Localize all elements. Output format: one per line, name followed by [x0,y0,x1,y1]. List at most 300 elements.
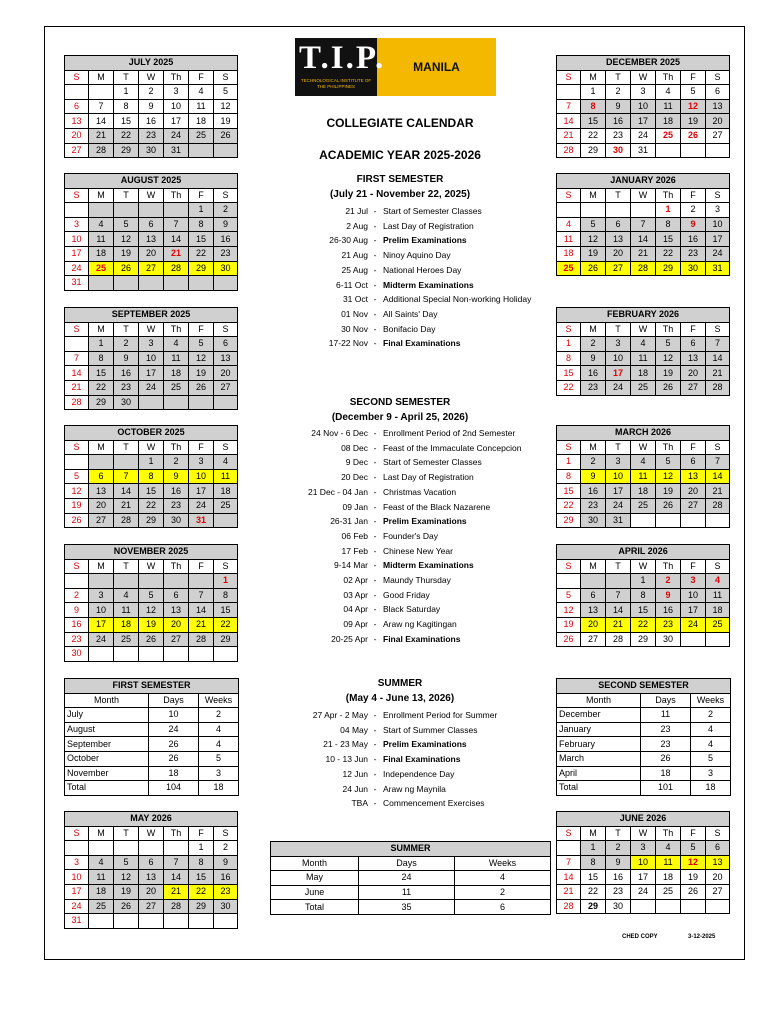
day-cell: 26 [214,128,238,143]
day-cell: 17 [65,246,89,261]
day-cell: 11 [631,351,656,366]
day-cell: 22 [581,884,606,899]
day-cell: 8 [189,217,214,232]
event-separator: - [373,308,377,319]
day-header: F [681,322,706,337]
calendar-event [250,278,550,293]
day-cell [89,203,114,218]
day-cell: 30 [65,647,89,662]
day-cell [114,276,139,291]
day-cell: 7 [164,217,189,232]
day-cell: 14 [706,469,730,484]
day-cell: 19 [557,617,581,632]
day-cell: 21 [557,884,581,899]
event-date: TBA [351,798,368,809]
event-separator: - [373,783,377,794]
day-cell: 17 [65,884,89,899]
day-cell: 11 [557,232,581,247]
day-cell: 19 [139,617,164,632]
day-cell: 2 [581,337,606,352]
day-header: S [557,440,581,455]
day-header: Th [164,188,189,203]
day-header: Th [164,826,189,841]
logo-mark [295,38,386,96]
summary-cell: 104 [149,781,199,796]
day-cell: 16 [581,366,606,381]
month-title: FEBRUARY 2026 [557,308,730,323]
day-cell [706,513,730,528]
day-cell: 19 [581,246,606,261]
day-cell [139,395,164,410]
calendar-jul2025 [64,55,238,158]
second-semester-title: SECOND SEMESTER [349,397,451,408]
day-cell: 30 [164,513,189,528]
day-cell: 16 [606,870,631,885]
tip-logo [295,38,496,96]
day-cell: 15 [557,366,581,381]
day-cell: 14 [557,114,581,129]
day-cell: 25 [631,498,656,513]
event-name: Last Day of Registration [383,220,474,231]
day-header: Th [164,559,189,574]
day-cell: 3 [164,85,189,100]
summary-cell: 5 [199,751,239,766]
day-cell: 28 [706,498,730,513]
day-cell [656,143,681,158]
day-header: W [631,826,656,841]
day-header: S [706,188,730,203]
day-cell: 7 [706,455,730,470]
second-semester-dates: (December 9 - April 25, 2026) [331,412,469,423]
calendar-oct2025 [64,425,238,528]
summary-cell: August [65,722,149,737]
day-cell: 22 [631,617,656,632]
day-cell: 13 [706,99,730,114]
day-cell: 30 [681,261,706,276]
day-cell: 26 [656,498,681,513]
event-name: Maundy Thursday [383,575,451,585]
month-title: MARCH 2026 [557,426,730,441]
day-header: S [214,440,238,455]
day-cell: 6 [65,99,89,114]
day-cell: 3 [189,455,214,470]
day-cell: 6 [706,85,730,100]
day-cell: 23 [139,128,164,143]
day-cell: 6 [214,337,238,352]
day-cell: 9 [139,99,164,114]
day-cell: 24 [706,246,730,261]
event-separator: - [373,501,377,512]
day-cell: 25 [214,498,238,513]
day-header: W [631,440,656,455]
day-cell: 18 [557,246,581,261]
day-cell [65,85,89,100]
day-cell: 6 [681,337,706,352]
day-cell: 26 [557,632,581,647]
event-separator: - [373,338,377,349]
day-cell [89,914,114,929]
day-cell: 27 [164,632,189,647]
calendar-event [250,573,550,588]
day-cell: 4 [631,455,656,470]
summary-cell: 4 [691,737,731,752]
day-cell [164,647,189,662]
event-name: Additional Special Non-working Holiday [383,294,532,305]
day-cell: 21 [164,246,189,261]
day-cell: 8 [581,99,606,114]
day-cell: 3 [631,841,656,856]
day-cell: 28 [606,632,631,647]
event-name: Prelim Examinations [383,235,467,246]
day-cell: 3 [606,337,631,352]
day-cell: 19 [114,246,139,261]
day-cell: 15 [581,114,606,129]
day-cell: 17 [606,484,631,499]
summary-cell: 4 [691,722,731,737]
day-cell: 11 [164,351,189,366]
event-separator: - [373,619,377,630]
day-header: F [681,826,706,841]
day-cell: 23 [681,246,706,261]
day-cell: 26 [681,884,706,899]
day-cell: 23 [606,884,631,899]
day-cell: 15 [89,366,114,381]
day-cell: 23 [164,498,189,513]
day-cell: 8 [656,217,681,232]
day-header: Th [164,440,189,455]
day-cell: 1 [656,203,681,218]
event-separator: - [373,457,377,468]
summary-cell: May [271,871,359,886]
day-cell [681,899,706,914]
event-separator: - [373,604,377,615]
day-cell: 15 [114,114,139,129]
event-name: Araw ng Kagitingan [383,619,457,630]
day-cell: 10 [706,217,730,232]
day-cell: 5 [65,469,89,484]
event-separator: - [373,486,377,497]
summary-cell: 35 [359,900,455,915]
day-cell [631,513,656,528]
day-cell: 16 [139,114,164,129]
day-header: W [139,559,164,574]
day-cell [681,632,706,647]
day-cell: 3 [65,855,89,870]
day-cell: 16 [656,603,681,618]
day-header: T [114,440,139,455]
day-header: F [681,440,706,455]
day-cell: 31 [606,513,631,528]
event-name: Last Day of Registration [383,472,474,483]
day-cell [214,395,238,410]
day-cell: 24 [139,380,164,395]
day-cell: 4 [89,217,114,232]
day-cell: 16 [164,484,189,499]
summary-cell: April [557,766,641,781]
day-cell: 16 [214,870,238,885]
day-cell: 13 [139,232,164,247]
day-header: M [89,559,114,574]
day-cell [706,899,730,914]
day-cell [706,143,730,158]
event-separator: - [373,206,377,216]
day-cell [214,647,238,662]
day-cell: 1 [581,841,606,856]
day-cell: 5 [557,588,581,603]
day-cell: 21 [706,484,730,499]
summary-cell: 23 [641,737,691,752]
day-cell: 2 [139,85,164,100]
calendar-event [250,737,550,752]
day-header: M [89,188,114,203]
day-cell [89,455,114,470]
day-cell: 2 [606,85,631,100]
event-name: Final Examinations [383,633,461,644]
day-cell: 4 [189,85,214,100]
summary-title: SECOND SEMESTER [557,679,731,694]
day-cell: 29 [139,513,164,528]
summary-cell: June [271,885,359,900]
day-cell: 12 [214,99,238,114]
event-separator: - [373,264,377,275]
day-cell: 13 [706,855,730,870]
day-cell: 10 [606,351,631,366]
day-header: M [581,559,606,574]
calendar-event [250,204,550,219]
summary-cell: 26 [641,751,691,766]
event-name: Enrollment Period of 2nd Semester [383,428,516,438]
day-cell: 3 [631,85,656,100]
day-cell: 4 [656,85,681,100]
day-cell: 6 [706,841,730,856]
day-cell: 27 [139,899,164,914]
day-cell: 17 [681,603,706,618]
day-cell: 13 [164,603,189,618]
day-header: W [139,322,164,337]
day-cell: 31 [164,143,189,158]
day-cell: 31 [631,143,656,158]
day-cell [114,203,139,218]
day-header: S [65,826,89,841]
day-cell: 6 [139,855,164,870]
summary-cell: 26 [149,751,199,766]
summary-cell: February [557,737,641,752]
event-date: 08 Dec [341,442,368,453]
day-cell: 6 [89,469,114,484]
day-cell: 9 [581,351,606,366]
summary-header: Weeks [199,693,239,708]
event-date: 9 Dec [345,457,368,468]
calendar-event [250,485,550,500]
day-cell: 29 [189,899,214,914]
event-separator: - [373,323,377,334]
day-cell: 6 [606,217,631,232]
day-header: W [139,70,164,85]
day-header: S [557,70,581,85]
ched-copy-label: CHED COPY [622,934,658,940]
day-cell: 12 [114,232,139,247]
day-cell: 27 [606,261,631,276]
event-date: 17 Feb [341,545,368,556]
day-cell: 13 [681,351,706,366]
day-cell: 8 [89,351,114,366]
day-cell: 29 [89,395,114,410]
calendar-mar2026 [556,425,730,528]
day-cell: 20 [706,114,730,129]
day-cell: 18 [631,484,656,499]
day-header: T [606,322,631,337]
event-separator: - [373,710,377,720]
month-title: NOVEMBER 2025 [65,545,238,560]
calendar-apr2026 [556,544,730,647]
day-cell: 10 [89,603,114,618]
day-cell: 28 [164,261,189,276]
day-header: T [606,70,631,85]
day-cell: 1 [189,203,214,218]
day-cell: 15 [557,484,581,499]
day-cell [65,841,89,856]
day-cell: 16 [581,484,606,499]
summary-cell: January [557,722,641,737]
day-cell: 28 [189,632,214,647]
day-cell: 1 [557,337,581,352]
day-cell: 29 [656,261,681,276]
day-cell: 21 [164,884,189,899]
day-cell [89,841,114,856]
day-cell: 1 [557,455,581,470]
calendar-event [250,292,550,307]
day-cell [581,203,606,218]
calendar-event [250,470,550,485]
event-name: Start of Semester Classes [383,206,482,216]
day-cell: 13 [65,114,89,129]
event-name: Enrollment Period for Summer [383,710,498,720]
day-cell: 12 [189,351,214,366]
day-cell: 18 [656,114,681,129]
summary-header: Days [641,693,691,708]
day-header: W [139,440,164,455]
day-cell: 6 [164,588,189,603]
event-date: 21 Jul [345,206,368,216]
event-date: 09 Apr [343,619,368,630]
day-header: M [89,322,114,337]
day-cell: 29 [581,143,606,158]
day-cell [89,647,114,662]
day-cell: 30 [656,632,681,647]
summary-cell: 24 [359,871,455,886]
day-cell: 2 [114,337,139,352]
day-cell: 29 [114,143,139,158]
event-separator: - [373,279,377,290]
summary-cell: September [65,737,149,752]
day-cell: 25 [706,617,730,632]
day-cell [189,143,214,158]
day-cell: 10 [681,588,706,603]
summary-table-first [64,678,239,796]
day-cell: 30 [214,899,238,914]
day-cell [89,85,114,100]
day-cell: 28 [557,143,581,158]
day-cell: 31 [706,261,730,276]
day-cell: 1 [631,574,656,589]
day-header: W [631,70,656,85]
day-cell [139,276,164,291]
day-cell: 22 [557,380,581,395]
day-cell: 15 [139,484,164,499]
calendar-event [250,455,550,470]
day-cell [631,899,656,914]
day-cell: 16 [65,617,89,632]
day-header: M [89,826,114,841]
day-cell: 14 [164,870,189,885]
day-cell: 6 [681,455,706,470]
day-cell [214,513,238,528]
event-name: Ninoy Aquino Day [383,250,451,261]
summary-header: Days [359,856,455,871]
day-cell: 21 [89,128,114,143]
day-cell: 15 [656,232,681,247]
day-header: S [706,826,730,841]
event-date: 26-30 Aug [329,235,368,246]
day-cell: 3 [65,217,89,232]
day-cell: 11 [89,870,114,885]
day-cell [139,841,164,856]
day-cell: 26 [114,261,139,276]
event-date: 26-31 Jan [330,516,368,527]
calendar-aug2025 [64,173,238,291]
day-cell: 14 [631,232,656,247]
day-cell [557,85,581,100]
day-cell: 15 [214,603,238,618]
day-cell: 15 [631,603,656,618]
day-cell: 22 [557,498,581,513]
day-cell: 28 [557,899,581,914]
day-cell: 30 [114,395,139,410]
day-cell: 19 [681,114,706,129]
day-header: S [65,322,89,337]
day-header: M [581,826,606,841]
month-title: DECEMBER 2025 [557,56,730,71]
day-header: S [706,559,730,574]
day-cell [89,574,114,589]
day-cell: 7 [557,99,581,114]
day-cell: 7 [606,588,631,603]
day-header: S [214,322,238,337]
day-cell: 24 [164,128,189,143]
day-cell: 20 [581,617,606,632]
day-header: M [581,322,606,337]
day-cell: 5 [139,588,164,603]
day-cell [706,632,730,647]
day-cell: 2 [214,203,238,218]
day-cell: 20 [681,366,706,381]
day-cell [681,513,706,528]
summary-header: Month [65,693,149,708]
day-cell: 11 [656,99,681,114]
day-cell: 13 [606,232,631,247]
day-cell: 21 [706,366,730,381]
summary-cell: Total [271,900,359,915]
summary-cell: Total [65,781,149,796]
calendar-event [250,544,550,559]
day-cell: 12 [65,484,89,499]
day-cell [606,574,631,589]
day-cell: 10 [631,855,656,870]
event-name: Midterm Examinations [383,279,474,290]
day-cell: 20 [214,366,238,381]
event-name: Christmas Vacation [383,486,457,497]
calendar-event [250,588,550,603]
